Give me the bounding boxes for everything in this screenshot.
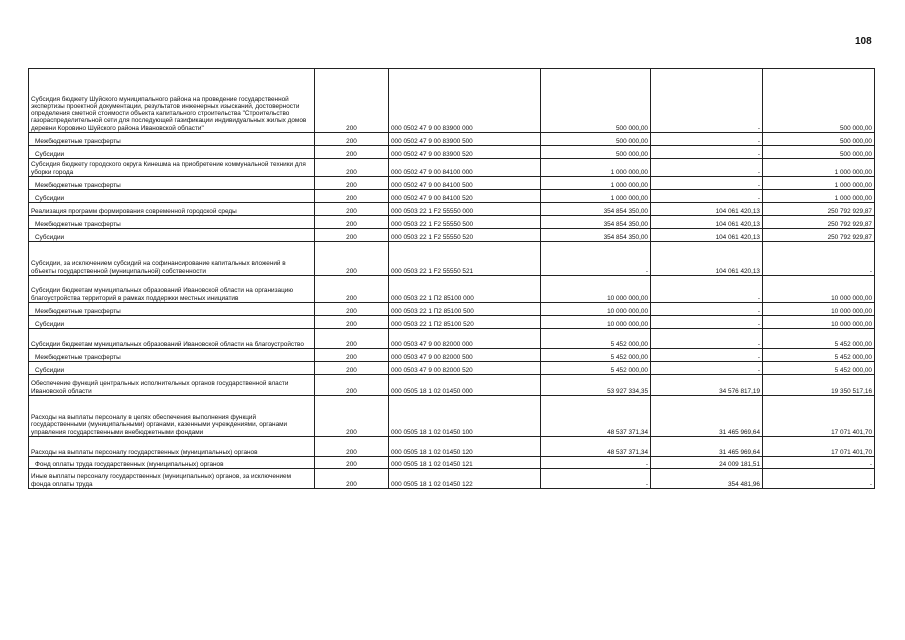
row-admin-code-cell: 200 bbox=[315, 329, 389, 349]
row-executed-cell: 104 061 420,13 bbox=[651, 242, 763, 276]
row-budget-code-cell: 000 0502 47 9 00 83900 500 bbox=[389, 133, 541, 146]
row-name-cell: Субсидии bbox=[29, 362, 315, 375]
row-executed-cell: 24 009 181,51 bbox=[651, 457, 763, 469]
row-approved-cell: 53 927 334,35 bbox=[541, 375, 651, 396]
table-row bbox=[29, 69, 875, 133]
row-executed-cell: 34 576 817,19 bbox=[651, 375, 763, 396]
row-approved-cell: - bbox=[541, 457, 651, 469]
row-name-cell: Субсидии bbox=[29, 229, 315, 242]
row-budget-code-cell: 000 0503 47 9 00 82000 520 bbox=[389, 362, 541, 375]
row-unexecuted-cell: 5 452 000,00 bbox=[763, 362, 875, 375]
row-approved-cell: 5 452 000,00 bbox=[541, 349, 651, 362]
row-admin-code-cell: 200 bbox=[315, 303, 389, 316]
row-approved-cell: 5 452 000,00 bbox=[541, 329, 651, 349]
row-executed-cell: 104 061 420,13 bbox=[651, 203, 763, 216]
row-budget-code-cell: 000 0503 22 1 F2 55550 000 bbox=[389, 203, 541, 216]
row-name-cell: Субсидии bbox=[29, 190, 315, 203]
row-budget-code-cell: 000 0503 22 1 F2 55550 521 bbox=[389, 242, 541, 276]
row-name-cell: Субсидии бюджетам муниципальных образований Ивановской области на организацию благоустройства территорий в рамках поддержки местных инициатив bbox=[29, 276, 315, 303]
row-admin-code-cell: 200 bbox=[315, 69, 389, 133]
row-admin-code-cell: 200 bbox=[315, 159, 389, 177]
table-row bbox=[29, 146, 875, 159]
budget-table bbox=[28, 68, 875, 489]
row-name-cell: Расходы на выплаты персоналу в целях обеспечения выполнения функций государственными (муниципальными) органами, казенными учреждениями, органами управления государственными внебюджетными фондами bbox=[29, 396, 315, 437]
row-admin-code-cell: 200 bbox=[315, 362, 389, 375]
row-executed-cell: - bbox=[651, 69, 763, 133]
table-row bbox=[29, 362, 875, 375]
table-row bbox=[29, 203, 875, 216]
row-executed-cell: 104 061 420,13 bbox=[651, 229, 763, 242]
row-admin-code-cell: 200 bbox=[315, 133, 389, 146]
row-name-cell: Межбюджетные трансферты bbox=[29, 177, 315, 190]
row-budget-code-cell: 000 0505 18 1 02 01450 121 bbox=[389, 457, 541, 469]
table-row bbox=[29, 316, 875, 329]
table-row bbox=[29, 133, 875, 146]
row-budget-code-cell: 000 0503 22 1 F2 55550 520 bbox=[389, 229, 541, 242]
row-name-cell: Субсидии bbox=[29, 146, 315, 159]
row-approved-cell: 500 000,00 bbox=[541, 69, 651, 133]
row-admin-code-cell: 200 bbox=[315, 437, 389, 457]
row-unexecuted-cell: 1 000 000,00 bbox=[763, 177, 875, 190]
row-budget-code-cell: 000 0505 18 1 02 01450 000 bbox=[389, 375, 541, 396]
row-unexecuted-cell: - bbox=[763, 469, 875, 489]
row-approved-cell: 500 000,00 bbox=[541, 146, 651, 159]
row-executed-cell: - bbox=[651, 349, 763, 362]
table-row bbox=[29, 303, 875, 316]
row-admin-code-cell: 200 bbox=[315, 146, 389, 159]
row-executed-cell: - bbox=[651, 146, 763, 159]
row-budget-code-cell: 000 0505 18 1 02 01450 120 bbox=[389, 437, 541, 457]
row-budget-code-cell: 000 0505 18 1 02 01450 100 bbox=[389, 396, 541, 437]
row-unexecuted-cell: 17 071 401,70 bbox=[763, 396, 875, 437]
row-executed-cell: - bbox=[651, 133, 763, 146]
row-approved-cell: 354 854 350,00 bbox=[541, 203, 651, 216]
row-admin-code-cell: 200 bbox=[315, 229, 389, 242]
row-admin-code-cell: 200 bbox=[315, 242, 389, 276]
row-admin-code-cell: 200 bbox=[315, 457, 389, 469]
row-name-cell: Субсидия бюджету Шуйского муниципального района на проведение государственной экспертизы проектной документации, результатов инженерных изысканий, достоверности определения сметной стоимости объекта капитального строительства "Строительство газораспределительной сети для последующей газификации индивидуальных жилых домов деревни Коровино Шуйского района Ивановской области" bbox=[29, 69, 315, 133]
row-admin-code-cell: 200 bbox=[315, 375, 389, 396]
row-approved-cell: 10 000 000,00 bbox=[541, 276, 651, 303]
row-budget-code-cell: 000 0502 47 9 00 83900 000 bbox=[389, 69, 541, 133]
table-row bbox=[29, 457, 875, 469]
table-row bbox=[29, 437, 875, 457]
row-budget-code-cell: 000 0502 47 9 00 84100 520 bbox=[389, 190, 541, 203]
row-unexecuted-cell: 5 452 000,00 bbox=[763, 329, 875, 349]
row-name-cell: Фонд оплаты труда государственных (муниципальных) органов bbox=[29, 457, 315, 469]
row-name-cell: Субсидии, за исключением субсидий на софинансирование капитальных вложений в объекты государственной (муниципальной) собственности bbox=[29, 242, 315, 276]
row-unexecuted-cell: 250 792 929,87 bbox=[763, 229, 875, 242]
table-row bbox=[29, 329, 875, 349]
table-row bbox=[29, 375, 875, 396]
row-executed-cell: - bbox=[651, 316, 763, 329]
table-row bbox=[29, 216, 875, 229]
row-executed-cell: 31 465 969,64 bbox=[651, 437, 763, 457]
row-name-cell: Межбюджетные трансферты bbox=[29, 303, 315, 316]
page-number: 108 bbox=[855, 36, 872, 47]
row-budget-code-cell: 000 0503 22 1 П2 85100 500 bbox=[389, 303, 541, 316]
row-executed-cell: 354 481,96 bbox=[651, 469, 763, 489]
row-executed-cell: - bbox=[651, 303, 763, 316]
row-unexecuted-cell: 1 000 000,00 bbox=[763, 159, 875, 177]
row-name-cell: Иные выплаты персоналу государственных (муниципальных) органов, за исключением фонда оплаты труда bbox=[29, 469, 315, 489]
row-admin-code-cell: 200 bbox=[315, 177, 389, 190]
row-approved-cell: 1 000 000,00 bbox=[541, 190, 651, 203]
row-name-cell: Субсидии bbox=[29, 316, 315, 329]
row-admin-code-cell: 200 bbox=[315, 276, 389, 303]
row-unexecuted-cell: - bbox=[763, 242, 875, 276]
row-admin-code-cell: 200 bbox=[315, 469, 389, 489]
row-unexecuted-cell: 500 000,00 bbox=[763, 133, 875, 146]
row-executed-cell: - bbox=[651, 190, 763, 203]
row-executed-cell: - bbox=[651, 329, 763, 349]
table-row bbox=[29, 190, 875, 203]
row-approved-cell: 1 000 000,00 bbox=[541, 159, 651, 177]
row-name-cell: Расходы на выплаты персоналу государственных (муниципальных) органов bbox=[29, 437, 315, 457]
row-name-cell: Субсидии бюджетам муниципальных образований Ивановской области на благоустройство bbox=[29, 329, 315, 349]
row-name-cell: Межбюджетные трансферты bbox=[29, 133, 315, 146]
row-budget-code-cell: 000 0502 47 9 00 84100 500 bbox=[389, 177, 541, 190]
row-admin-code-cell: 200 bbox=[315, 316, 389, 329]
row-unexecuted-cell: 10 000 000,00 bbox=[763, 276, 875, 303]
row-approved-cell: - bbox=[541, 242, 651, 276]
table-row bbox=[29, 229, 875, 242]
row-admin-code-cell: 200 bbox=[315, 396, 389, 437]
row-name-cell: Обеспечение функций центральных исполнительных органов государственной власти Ивановской области bbox=[29, 375, 315, 396]
table-row bbox=[29, 469, 875, 489]
row-budget-code-cell: 000 0503 22 1 П2 85100 520 bbox=[389, 316, 541, 329]
row-budget-code-cell: 000 0503 22 1 F2 55550 500 bbox=[389, 216, 541, 229]
row-name-cell: Реализация программ формирования современной городской среды bbox=[29, 203, 315, 216]
row-approved-cell: 10 000 000,00 bbox=[541, 316, 651, 329]
row-executed-cell: 104 061 420,13 bbox=[651, 216, 763, 229]
row-admin-code-cell: 200 bbox=[315, 216, 389, 229]
row-unexecuted-cell: 17 071 401,70 bbox=[763, 437, 875, 457]
table-row bbox=[29, 349, 875, 362]
row-unexecuted-cell: 250 792 929,87 bbox=[763, 203, 875, 216]
row-unexecuted-cell: 10 000 000,00 bbox=[763, 303, 875, 316]
row-unexecuted-cell: 5 452 000,00 bbox=[763, 349, 875, 362]
row-budget-code-cell: 000 0503 47 9 00 82000 000 bbox=[389, 329, 541, 349]
row-name-cell: Субсидия бюджету городского округа Кинешма на приобретение коммунальной техники для уборки города bbox=[29, 159, 315, 177]
row-admin-code-cell: 200 bbox=[315, 349, 389, 362]
table-row bbox=[29, 177, 875, 190]
row-executed-cell: - bbox=[651, 276, 763, 303]
row-approved-cell: 10 000 000,00 bbox=[541, 303, 651, 316]
row-approved-cell: 48 537 371,34 bbox=[541, 437, 651, 457]
budget-table-body bbox=[29, 69, 875, 489]
row-approved-cell: 354 854 350,00 bbox=[541, 229, 651, 242]
row-admin-code-cell: 200 bbox=[315, 190, 389, 203]
row-budget-code-cell: 000 0502 47 9 00 83900 520 bbox=[389, 146, 541, 159]
row-unexecuted-cell: 19 350 517,16 bbox=[763, 375, 875, 396]
table-row bbox=[29, 159, 875, 177]
row-approved-cell: 500 000,00 bbox=[541, 133, 651, 146]
row-executed-cell: - bbox=[651, 362, 763, 375]
table-row bbox=[29, 276, 875, 303]
row-budget-code-cell: 000 0503 22 1 П2 85100 000 bbox=[389, 276, 541, 303]
row-unexecuted-cell: 10 000 000,00 bbox=[763, 316, 875, 329]
row-admin-code-cell: 200 bbox=[315, 203, 389, 216]
row-unexecuted-cell: 500 000,00 bbox=[763, 69, 875, 133]
row-unexecuted-cell: - bbox=[763, 457, 875, 469]
table-row bbox=[29, 242, 875, 276]
table-row bbox=[29, 396, 875, 437]
row-budget-code-cell: 000 0502 47 9 00 84100 000 bbox=[389, 159, 541, 177]
row-approved-cell: 5 452 000,00 bbox=[541, 362, 651, 375]
row-unexecuted-cell: 250 792 929,87 bbox=[763, 216, 875, 229]
row-name-cell: Межбюджетные трансферты bbox=[29, 216, 315, 229]
row-budget-code-cell: 000 0503 47 9 00 82000 500 bbox=[389, 349, 541, 362]
row-budget-code-cell: 000 0505 18 1 02 01450 122 bbox=[389, 469, 541, 489]
row-unexecuted-cell: 500 000,00 bbox=[763, 146, 875, 159]
row-approved-cell: 48 537 371,34 bbox=[541, 396, 651, 437]
row-approved-cell: 354 854 350,00 bbox=[541, 216, 651, 229]
row-name-cell: Межбюджетные трансферты bbox=[29, 349, 315, 362]
row-approved-cell: 1 000 000,00 bbox=[541, 177, 651, 190]
row-executed-cell: - bbox=[651, 159, 763, 177]
row-executed-cell: 31 465 969,64 bbox=[651, 396, 763, 437]
row-approved-cell: - bbox=[541, 469, 651, 489]
row-executed-cell: - bbox=[651, 177, 763, 190]
row-unexecuted-cell: 1 000 000,00 bbox=[763, 190, 875, 203]
